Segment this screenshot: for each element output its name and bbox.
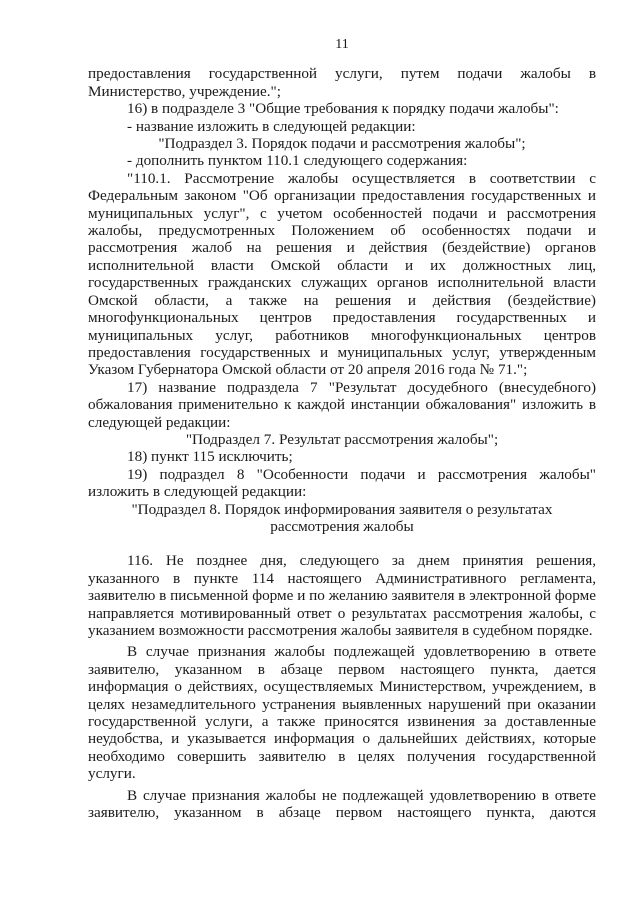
amendment-subitem-add-point: - дополнить пунктом 110.1 следующего содержания: <box>127 152 468 170</box>
quoted-subsection-8-title-line1: "Подраздел 8. Порядок информирования заявителя о результатах <box>131 500 553 518</box>
quoted-subsection-8-title-line2: рассмотрения жалобы <box>270 517 414 535</box>
amendment-subitem-title: - название изложить в следующей редакции: <box>127 117 416 135</box>
quoted-subsection-3-title: "Подраздел 3. Порядок подачи и рассмотрения жалобы"; <box>158 135 526 153</box>
point-110-1-text: "110.1. Рассмотрение жалобы осуществляется в соответствии с Федеральным законом "Об организации предоставления государственных и муниципальных услуг", с учетом особенностей подачи и рассмотрения жалобы, предусмотренных Положением об особенностях подачи и рассмотрения жалоб на решения и действия (бездействие) органов исполнительной власти Омской области и их должностных лиц, государственных гражданских служащих органов исполнительной власти Омской области, а также на решения и действия (бездействие) многофункциональных центров предоставления государственных и муниципальных услуг, работников многофункциональных центров предоставления государственных и муниципальных услуг, утвержденным Указом Губернатора Омской области от 20 апреля 2016 года № 71."; <box>88 169 596 379</box>
amendment-item-17: 17) название подраздела 7 "Результат досудебного (внесудебного) обжалования применительно к каждой инстанции обжалования" изложить в следующей редакции: <box>88 378 596 431</box>
document-page <box>88 36 596 821</box>
paragraph-continuation: предоставления государственной услуги, путем подачи жалобы в Министерство, учреждение."; <box>88 65 596 100</box>
paragraph-satisfied-complaint: В случае признания жалобы подлежащей удовлетворению в ответе заявителю, указанном в абзаце первом настоящего пункта, дается информация о действиях, осуществляемых Министерством, учреждением, в целях незамедлительного устранения выявленных нарушений при оказании государственной услуги, а также приносятся извинения за доставленные неудобства, и указывается информация о дальнейших действиях, которые необходимо совершить заявителю в целях получения государственной услуги. <box>88 643 596 783</box>
amendment-item-18: 18) пункт 115 исключить; <box>127 448 293 466</box>
page-number: 11 <box>335 37 349 52</box>
paragraph-unsatisfied-complaint: В случае признания жалобы не подлежащей удовлетворению в ответе заявителю, указанном в абзаце первом настоящего пункта, даются <box>88 786 596 822</box>
point-116-text: 116. Не позднее дня, следующего за днем принятия решения, указанного в пункте 114 настоящего Административного регламента, заявителю в письменной форме и по желанию заявителя в электронной форме направляется мотивированный ответ о результатах рассмотрения жалобы, с указанием возможности рассмотрения жалобы заявителя в судебном порядке. <box>88 552 596 639</box>
amendment-item-19: 19) подраздел 8 "Особенности подачи и рассмотрения жалобы" изложить в следующей редакции: <box>88 465 596 501</box>
amendment-item-16: 16) в подразделе 3 "Общие требования к порядку подачи жалобы": <box>127 100 559 118</box>
spacer <box>88 535 596 552</box>
quoted-subsection-7-title: "Подраздел 7. Результат рассмотрения жалобы"; <box>185 430 499 448</box>
